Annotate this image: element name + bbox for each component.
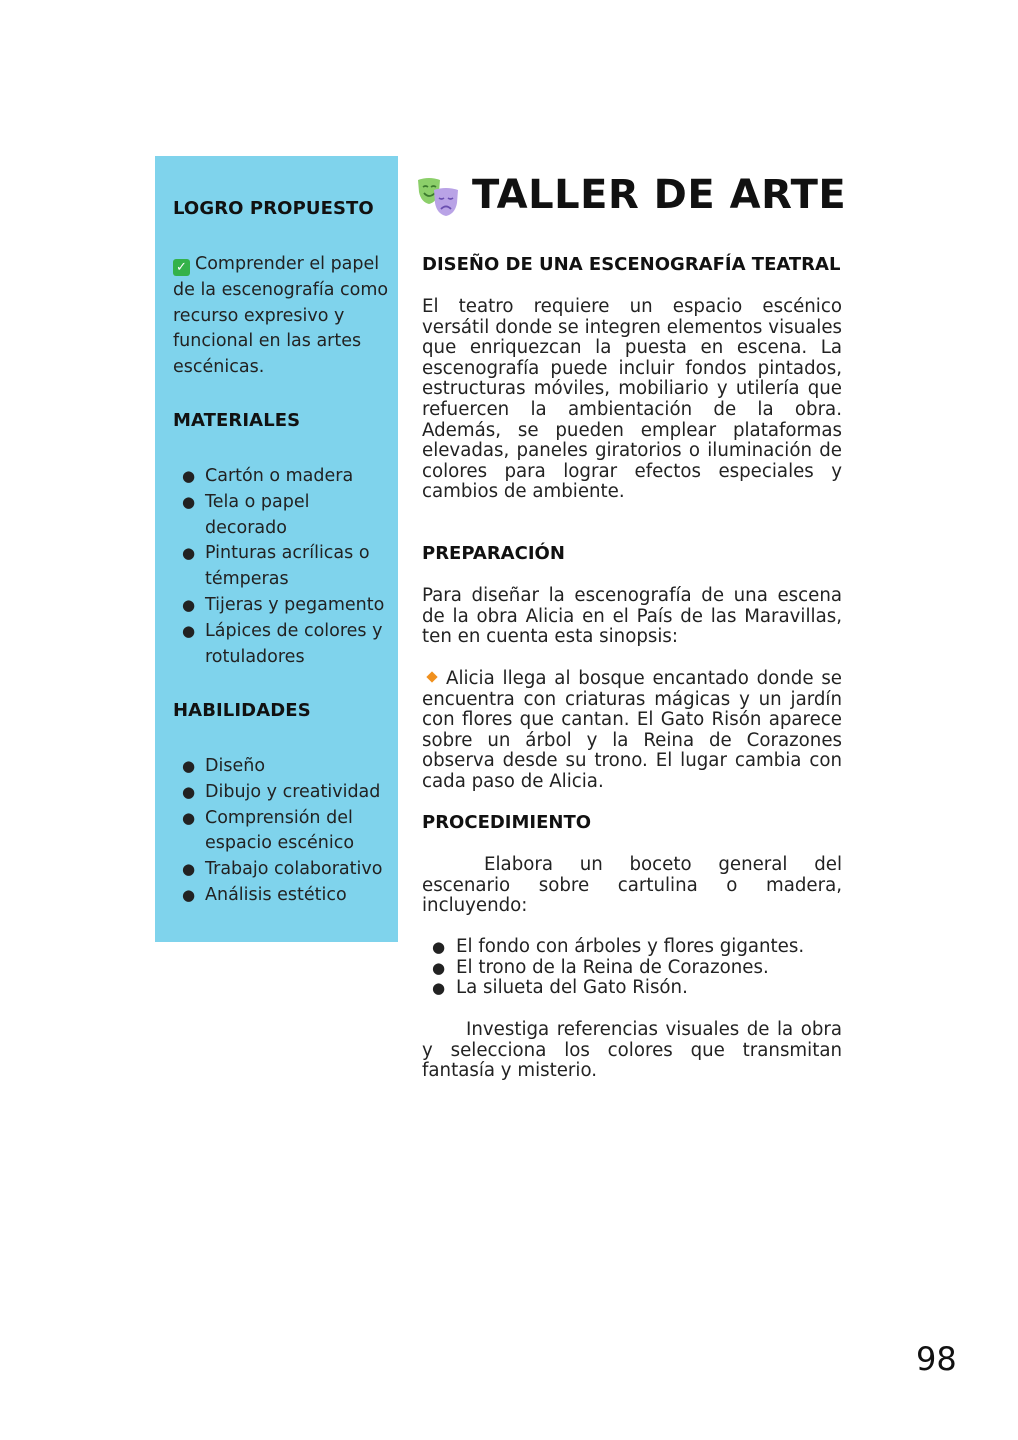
logro-text-block (173, 252, 393, 381)
habilidades-list (173, 754, 395, 909)
logro-heading: LOGRO PROPUESTO (173, 198, 374, 219)
materiales-list (173, 464, 395, 670)
list-item: ● Tela o papel decorado (182, 491, 310, 538)
list-item: ● Diseño (173, 754, 395, 780)
list-item: ● Pinturas acrílicas o témperas (182, 543, 370, 590)
orange-diamond-icon (426, 671, 437, 682)
procedimiento-list (430, 937, 842, 999)
check-mark-icon: ✓ (173, 259, 190, 276)
bullet-icon: ● (182, 808, 196, 827)
list-item: ● Tijeras y pegamento (173, 593, 395, 619)
bullet-icon: ● (182, 885, 196, 904)
bullet-icon: ● (182, 782, 196, 801)
bullet-icon: ● (182, 860, 196, 879)
bullet-icon: ● (182, 492, 196, 511)
investiga-paragraph (422, 1020, 842, 1082)
list-item: ● El fondo con árboles y flores gigantes. (432, 936, 805, 957)
list-item: ● Comprensión del espacio escénico (182, 807, 355, 854)
title-row (422, 170, 847, 230)
list-item: ● Trabajo colaborativo (173, 857, 395, 883)
logro-text: Comprender el papel de la escenografía como recurso expresivo y funcional en las artes escénicas. (173, 254, 389, 378)
list-item: ● Lápices de colores y rotuladores (182, 620, 383, 667)
bullet-icon: ● (182, 544, 196, 563)
bullet-icon: ● (432, 958, 446, 977)
bullet-icon: ● (182, 595, 196, 614)
intro-paragraph: El teatro requiere un espacio escénico versátil donde se integren elementos visuales que enriquezcan la puesta en escena. La escenografía puede incluir fondos pintados, estructuras móviles, mobiliario y utilería que refuercen la ambientación de la obra. Además, se pueden emplear plataformas elevadas, paneles giratorios o iluminación de colores para lograr efectos especiales y cambios de ambiente. (422, 296, 842, 503)
investiga-text: Investiga referencias visuales de la obra y selecciona los colores que transmitan fantasía y misterio. (422, 1019, 842, 1082)
list-item: ● El trono de la Reina de Corazones. (432, 956, 769, 978)
bullet-icon: ● (182, 467, 196, 485)
sinopsis-text: Alicia llega al bosque encantado donde se encuentra con criaturas mágicas y un jardín con flores que cantan. El Gato Risón aparece sobre un árbol y la Reina de Corazones observa desde su trono. El lugar cambia con cada paso de Alicia. (422, 668, 842, 792)
sidebar-panel (155, 156, 398, 942)
bullet-icon: ● (182, 757, 196, 775)
theater-masks-icon (416, 176, 464, 222)
bullet-icon: ● (432, 938, 446, 956)
page-number: 98 (916, 1340, 957, 1378)
procedimiento-heading: PROCEDIMIENTO (422, 812, 592, 833)
list-item: ● Análisis estético (173, 883, 395, 909)
list-item: ● Dibujo y creatividad (173, 780, 395, 806)
procedimiento-text: Elabora un boceto general del escenario sobre cartulina o madera, incluyendo: (422, 854, 842, 917)
sinopsis-paragraph (422, 669, 842, 793)
preparacion-heading: PREPARACIÓN (422, 543, 565, 564)
bullet-icon: ● (182, 621, 196, 640)
procedimiento-paragraph (422, 855, 842, 917)
list-item: ● La silueta del Gato Risón. (432, 977, 688, 999)
bullet-icon: ● (432, 979, 446, 998)
materiales-heading: MATERIALES (173, 410, 301, 431)
subtitle: DISEÑO DE UNA ESCENOGRAFÍA TEATRAL (422, 254, 841, 275)
page-title: TALLER DE ARTE (472, 172, 847, 218)
preparacion-paragraph: Para diseñar la escenografía de una escena de la obra Alicia en el País de las Maravillas, ten en cuenta esta sinopsis: (422, 585, 842, 648)
list-item: ● Cartón o madera (173, 464, 395, 490)
habilidades-heading: HABILIDADES (173, 700, 311, 721)
